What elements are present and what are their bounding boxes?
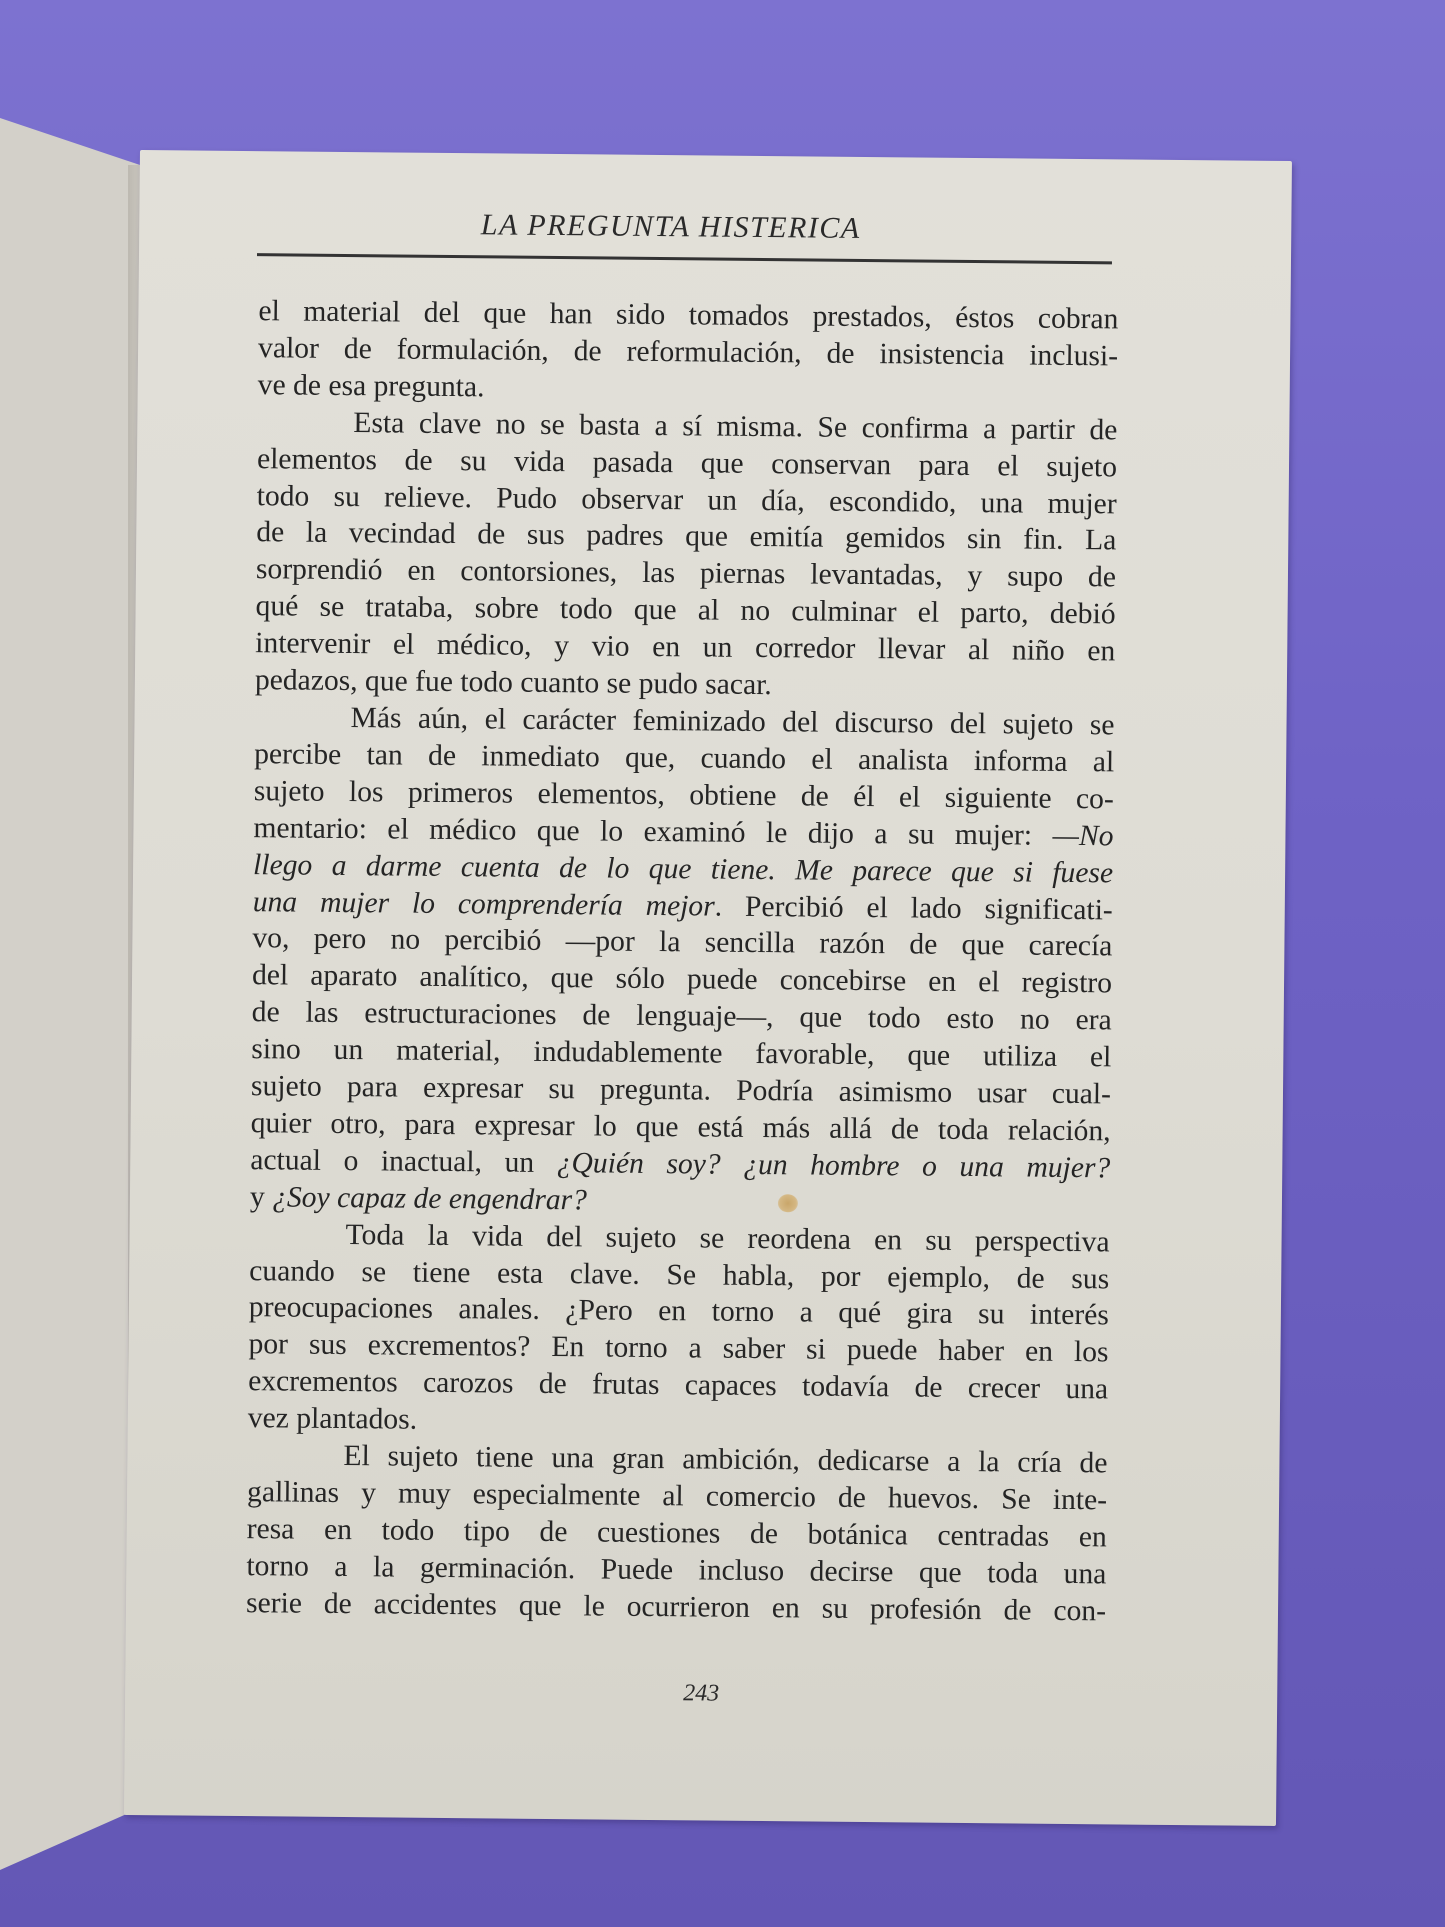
paragraph	[258, 293, 1119, 412]
text-line: preocupaciones anales. ¿Pero en torno a qué gira su interés	[248, 1291, 1110, 1332]
paper-stain	[778, 1194, 798, 1212]
text-line: Toda la vida del sujeto se reordena en su perspectiva	[345, 1218, 1110, 1259]
text-line: por sus excrementos? En torno a saber si puede haber en los	[248, 1328, 1109, 1369]
text-line: de las estructuraciones de lenguaje—, que todo esto no era	[251, 996, 1112, 1037]
page-number: 243	[683, 1680, 720, 1707]
text-line: sino un material, indudablemente favorable, que utiliza el	[251, 1033, 1112, 1074]
paragraph	[255, 404, 1118, 707]
text-line: sujeto para expresar su pregunta. Podría asimismo usar cual-	[250, 1070, 1112, 1111]
text-line: cuando se tiene esta clave. Se habla, por ejemplo, de sus	[249, 1254, 1110, 1295]
text-line: del aparato analítico, que sólo puede concebirse en el registro	[251, 959, 1113, 1000]
text-line: elementos de su vida pasada que conservan para el sujeto	[256, 442, 1118, 484]
text-line: quier otro, para expresar lo que está más allá de toda relación,	[250, 1107, 1111, 1148]
paragraph	[246, 1437, 1108, 1630]
text-line: El sujeto tiene una gran ambición, dedicarse a la cría de	[343, 1440, 1108, 1480]
text-line: de la vecindad de sus padres que emitía gemidos sin fin. La	[256, 516, 1117, 557]
text-line: qué se trataba, sobre todo que al no culminar el parto, debió	[255, 590, 1116, 631]
right-page	[124, 150, 1292, 1826]
text-line: percibe tan de inmediato que, cuando el analista informa al	[254, 737, 1115, 779]
text-line: excrementos carozos de frutas capaces todavía de crecer una	[248, 1365, 1109, 1406]
text-line: sorprendió en contorsiones, las piernas levantadas, y supo de	[255, 553, 1117, 594]
text-line: una mujer lo comprendería mejor. Percibió el lado significati-	[252, 885, 1113, 926]
body-text	[246, 293, 1119, 1630]
paragraph	[248, 1216, 1110, 1446]
text-line: serie de accidentes que le ocurrieron en su profesión de con-	[245, 1586, 1107, 1628]
text-line: Más aún, el carácter feminizado del discurso del sujeto se	[350, 702, 1115, 742]
text-line: sujeto los primeros elementos, obtiene de él el siguiente co-	[253, 774, 1114, 816]
running-head: LA PREGUNTA HISTERICA	[480, 208, 861, 245]
text-line: llego a darme cuenta de lo que tiene. Me parece que si fuese	[252, 848, 1114, 889]
text-line: Esta clave no se basta a sí misma. Se confirma a partir de	[353, 406, 1118, 447]
text-line: vez plantados.	[247, 1402, 418, 1436]
text-line: torno a la germinación. Puede incluso decirse que toda una	[246, 1549, 1107, 1591]
text-line: ve de esa pregunta.	[257, 368, 485, 404]
text-line: resa en todo tipo de cuestiones de botánica centradas en	[246, 1512, 1107, 1554]
header-rule	[257, 253, 1112, 264]
text-line: actual o inactual, un ¿Quién soy? ¿un hombre o una mujer?	[250, 1143, 1111, 1185]
paragraph	[250, 699, 1115, 1224]
text-line: intervenir el médico, y vio en un corredor llevar al niño en	[255, 627, 1116, 668]
text-line: todo su relieve. Pudo observar un día, escondido, una mujer	[256, 479, 1117, 520]
text-line: vo, pero no percibió —por la sencilla razón de que carecía	[252, 922, 1113, 963]
text-line: valor de formulación, de reformulación, de insistencia inclusi-	[257, 332, 1119, 373]
text-line: gallinas y muy especialmente al comercio de huevos. Se inte-	[246, 1476, 1108, 1517]
text-line: y ¿Soy capaz de engendrar?	[249, 1180, 588, 1217]
text-line: pedazos, que fue todo cuanto se pudo sacar.	[254, 664, 772, 702]
text-line: el material del que han sido tomados prestados, éstos cobran	[258, 295, 1119, 336]
text-line: mentario: el médico que lo examinó le dijo a su mujer: —No	[253, 811, 1114, 853]
